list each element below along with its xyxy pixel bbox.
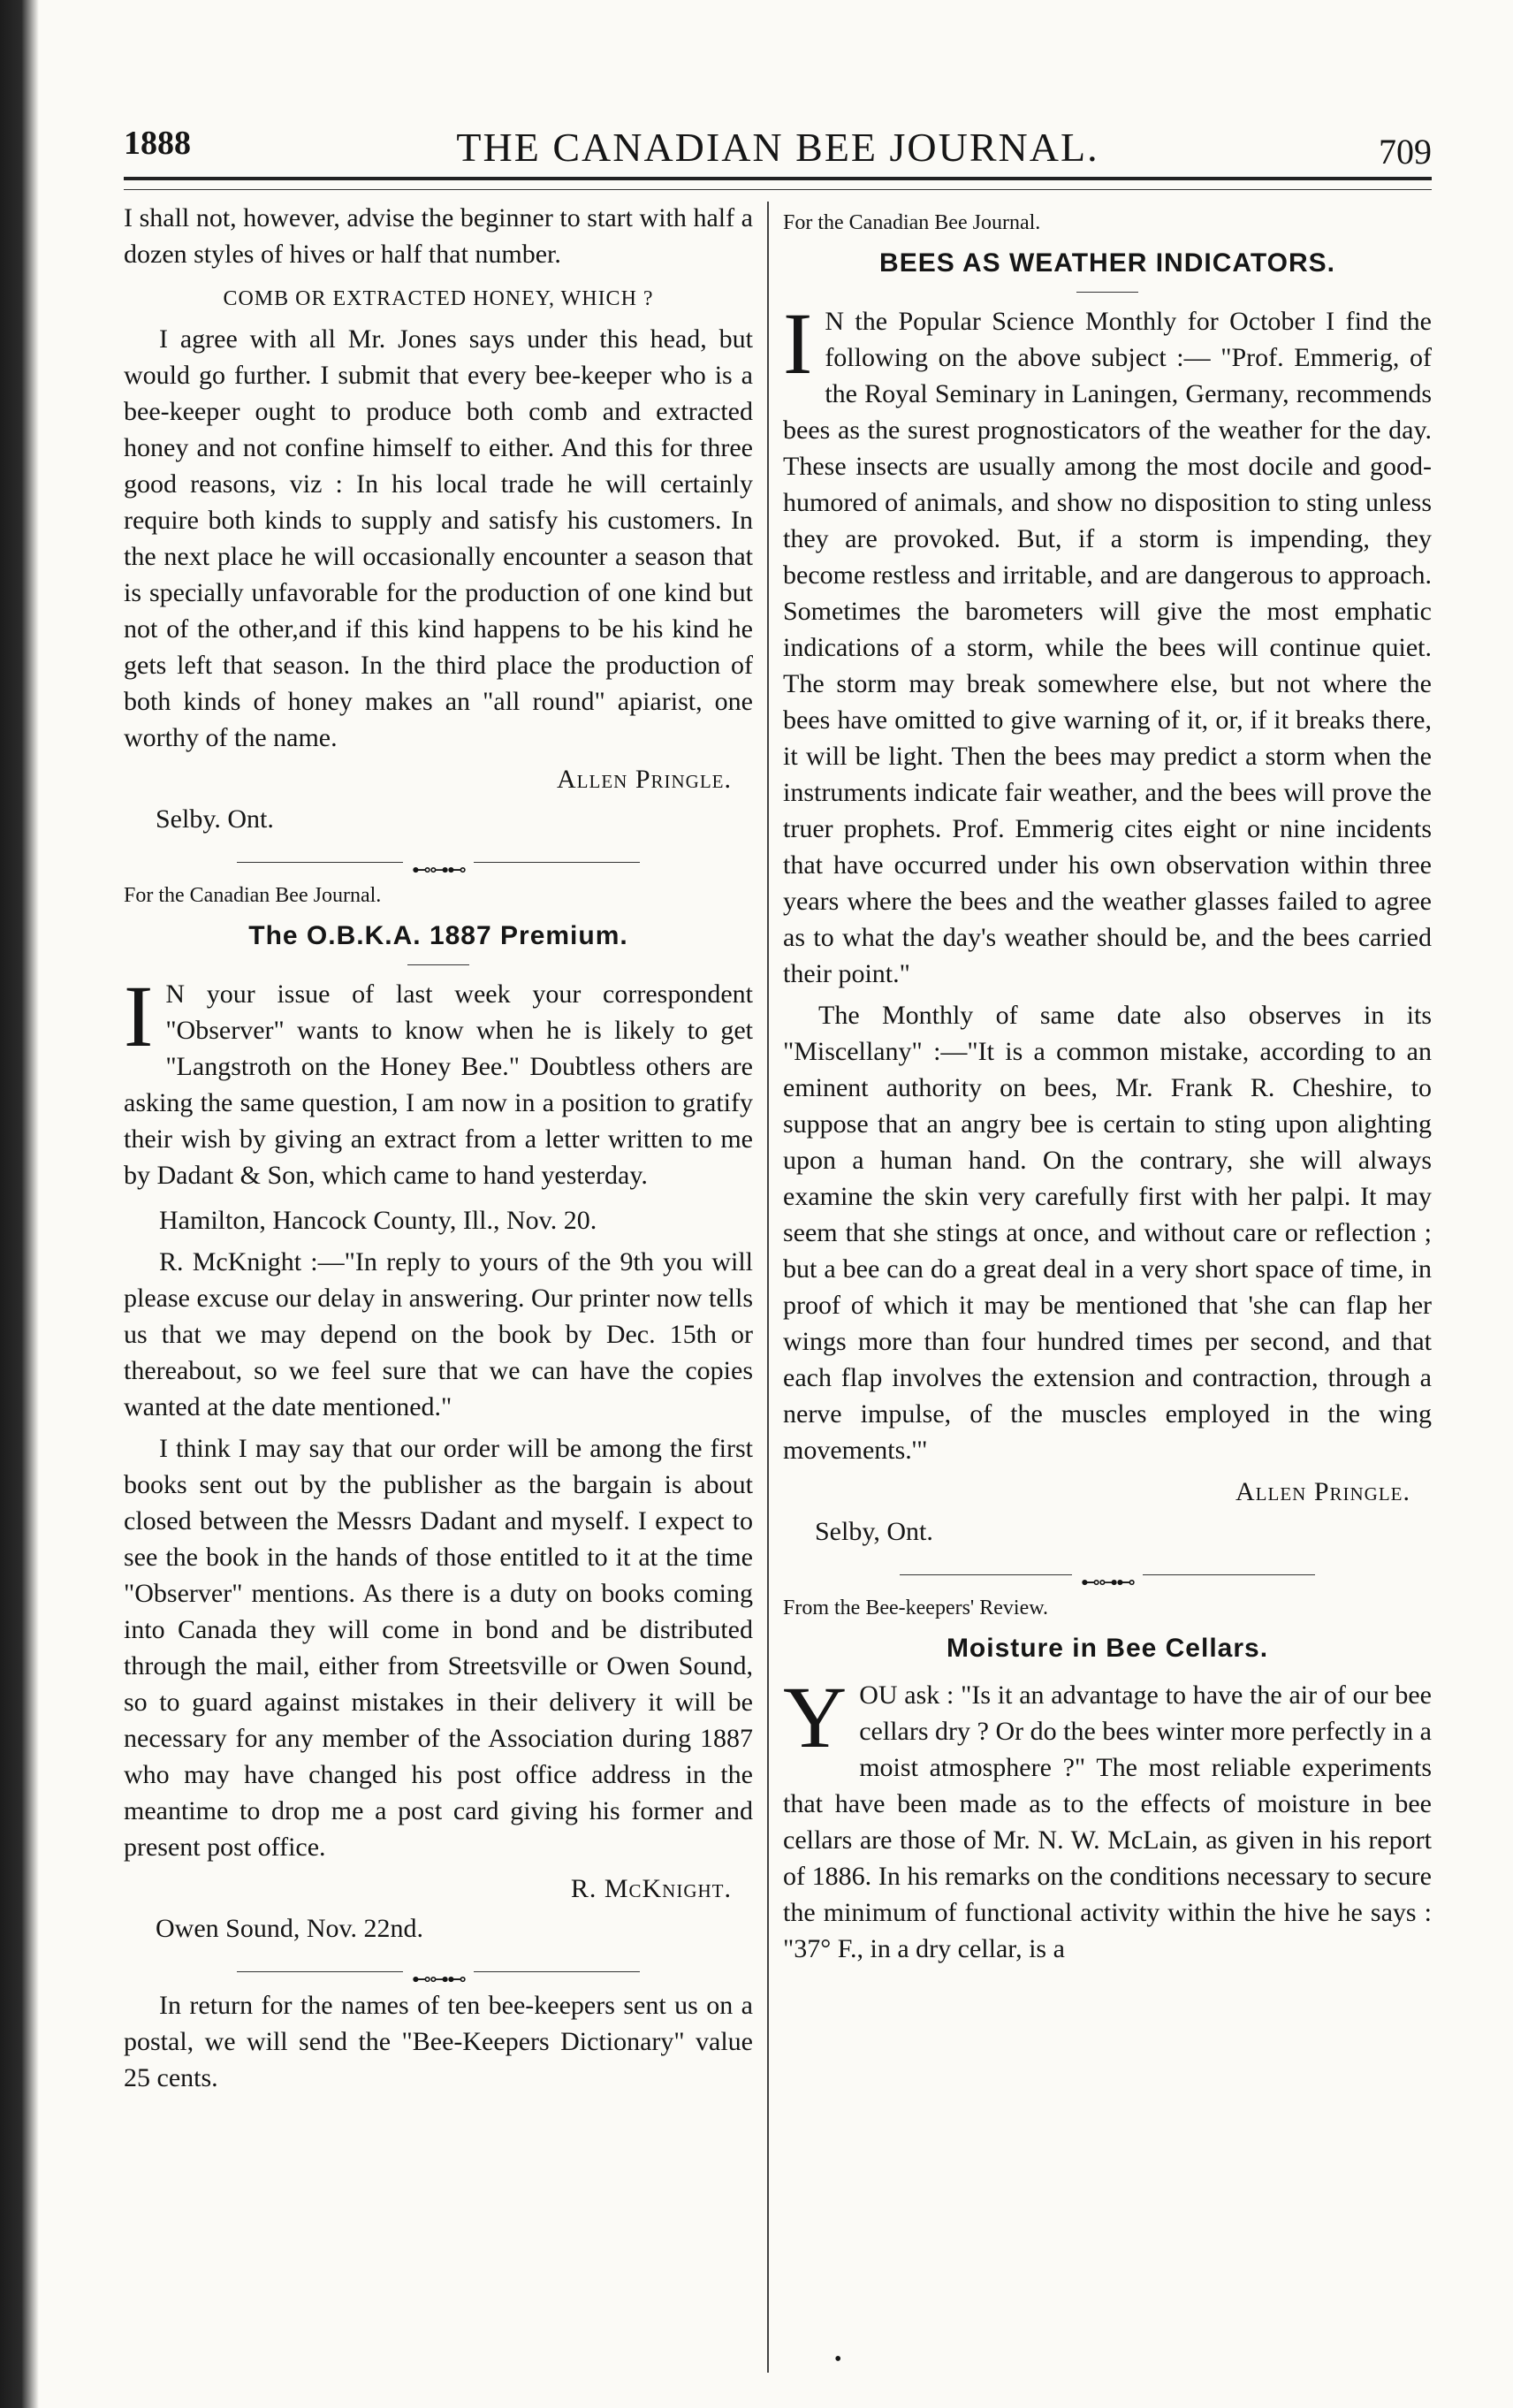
article-text: OU ask : "Is it an advantage to have the air of our bee cellars dry ? Or do the bees winter more perfectly in a moist atmosphere ?" The most reliable experiments that have been made as to the effects of moisture in bee cellars are those of Mr. N. W. McLain, as given in his report of 1886. In his remarks on the conditions necessary to secure the minimum of functional activity within the hive he says : "37° F., in a dry cellar, is a <box>783 1680 1432 1963</box>
ornament-glyph: ⊷⊶⊷ <box>1072 1571 1143 1593</box>
title-rule <box>1076 292 1138 293</box>
article-title: Moisture in Bee Cellars. <box>946 1634 1269 1663</box>
article-paragraph <box>124 967 753 1193</box>
ornament-divider <box>124 851 753 880</box>
article-paragraph: I think I may say that our order will be among the first books sent out by the publisher as the bargain is about closed between the Messrs Dadant and myself. I expect to see the book in the hands of those entitled to it at the time "Observer" mentions. As there is a duty on books coming into Canada they will come in bond and be distributed through the mail, either from Streetsville or Owen Sound, so to guard against mistakes in their delivery it will be necessary for any member of the Association during 1887 who may have changed his post office address in the meantime to drop me a post card giving his former and present post office. <box>124 1434 753 1862</box>
header-year: 1888 <box>124 125 191 162</box>
page-header <box>124 124 1432 194</box>
article-title: BEES AS WEATHER INDICATORS. <box>879 248 1335 278</box>
page-number: 709 <box>1379 132 1432 171</box>
ornament-divider <box>124 1961 753 1990</box>
title-rule <box>407 964 469 965</box>
letter-dateline: Hamilton, Hancock County, Ill., Nov. 20. <box>159 1206 597 1235</box>
column-divider <box>767 202 769 2373</box>
drop-cap: I <box>124 967 154 1065</box>
letter-body: R. McKnight :—"In reply to yours of the 9th you will please excuse our delay in answering. Our printer now tells us that we may depend on the book by Dec. 15th or thereabout, so we feel sure that we can have the copies wanted at the date mentioned." <box>124 1247 753 1421</box>
drop-cap: Y <box>783 1668 848 1766</box>
author-location: Selby, Ont. <box>815 1517 933 1546</box>
author-location: Owen Sound, Nov. 22nd. <box>156 1914 424 1943</box>
header-rule-thin <box>124 189 1432 190</box>
article-title: The O.B.K.A. 1887 Premium. <box>248 921 628 950</box>
ornament-glyph: ⊷⊶⊷ <box>403 1968 474 1990</box>
article-source: From the Bee-keepers' Review. <box>783 1596 1048 1619</box>
header-rule-thick <box>124 177 1432 180</box>
article-paragraph: The Monthly of same date also observes in its "Miscellany" :—"It is a common mistake, according to an eminent authority on bees, Mr. Frank R. Cheshire, to suppose that an angry bee is certain to sting upon alighting upon a human hand. On the contrary, she will always examine the skin very carefully first with her palpi. It may seem that she stings at once, and without care or reflection ; but a bee can do a great deal in a very short space of time, in proof of which it may be mentioned that 'she can flap her wings more than four hundred times per second, and that each flap involves the extension and contraction, through a nerve impulse, of the muscles employed in the wing movements.'" <box>783 1001 1432 1465</box>
ornament-glyph: ⊷⊶⊷ <box>403 858 474 880</box>
author-signature: Allen Pringle. <box>557 765 732 794</box>
article-paragraph <box>783 1668 1432 1967</box>
article-source: For the Canadian Bee Journal. <box>124 884 382 907</box>
article-paragraph: I agree with all Mr. Jones says under this head, but would go further. I submit that every bee-keeper who is a bee-keeper ought to produce both comb and extracted honey and not confine himself to either. And this for three good reasons, viz : In his local trade he will certainly require both kinds to supply and satisfy his customers. In the next place he will occasionally encounter a season that is specially unfavorable for the production of one kind but not of the other,and if this kind happens to be his kind he gets left that season. In the third place the production of both kinds of honey makes an "all round" apiarist, one worthy of the name. <box>124 324 753 752</box>
right-column <box>783 200 1432 2364</box>
page-bullet: • <box>834 2348 842 2371</box>
author-signature: Allen Pringle. <box>1235 1477 1410 1506</box>
article-source: For the Canadian Bee Journal. <box>783 211 1041 234</box>
book-spine-shadow <box>0 0 39 2408</box>
article-text: N your issue of last week your correspondent "Observer" wants to know when he is likely to get "Langstroth on the Honey Bee." Doubtless others are asking the same question, I am now in a position to gratify their wish by giving an extract from a letter written to me by Dadant & Son, which came to hand yesterday. <box>124 979 753 1190</box>
author-location: Selby. Ont. <box>156 804 274 834</box>
continued-paragraph: I shall not, however, advise the beginner to start with half a dozen styles of hives or half that number. <box>124 203 753 269</box>
journal-title: THE CANADIAN BEE JOURNAL. <box>456 125 1099 170</box>
premium-notice: In return for the names of ten bee-keepers sent us on a postal, we will send the "Bee-Keepers Dictionary" value 25 cents. <box>124 1991 753 2092</box>
article-paragraph <box>783 294 1432 992</box>
author-signature: R. McKnight. <box>570 1874 732 1903</box>
drop-cap: I <box>783 294 813 392</box>
ornament-divider <box>783 1564 1432 1593</box>
article-text: N the Popular Science Monthly for October I find the following on the above subject :— "Prof. Emmerig, of the Royal Seminary in Laningen, Germany, recommends bees as the surest prognosticators of the weather for the day. These insects are usually among the most docile and good-humored of animals, and show no disposition to sting unless they are provoked. But, if a storm is impending, they become restless and irritable, and are dangerous to approach. Sometimes the barometers will give the most emphatic indications of a storm, while the bees will continue quiet. The storm may break somewhere else, but not where the bees have omitted to give warning of it, or, if it breaks there, it will be light. Then the bees may predict a storm when the instruments indicate fair weather, and the bees will prove the truer prophets. Prof. Emmerig cites eight or nine incidents that have occurred under his own observation within three years where the bees and the weather glasses failed to agree as to what the day's weather should be, and the bees carried their point." <box>783 307 1432 988</box>
left-column <box>124 200 753 2364</box>
section-subheading: COMB OR EXTRACTED HONEY, WHICH ? <box>223 287 654 310</box>
